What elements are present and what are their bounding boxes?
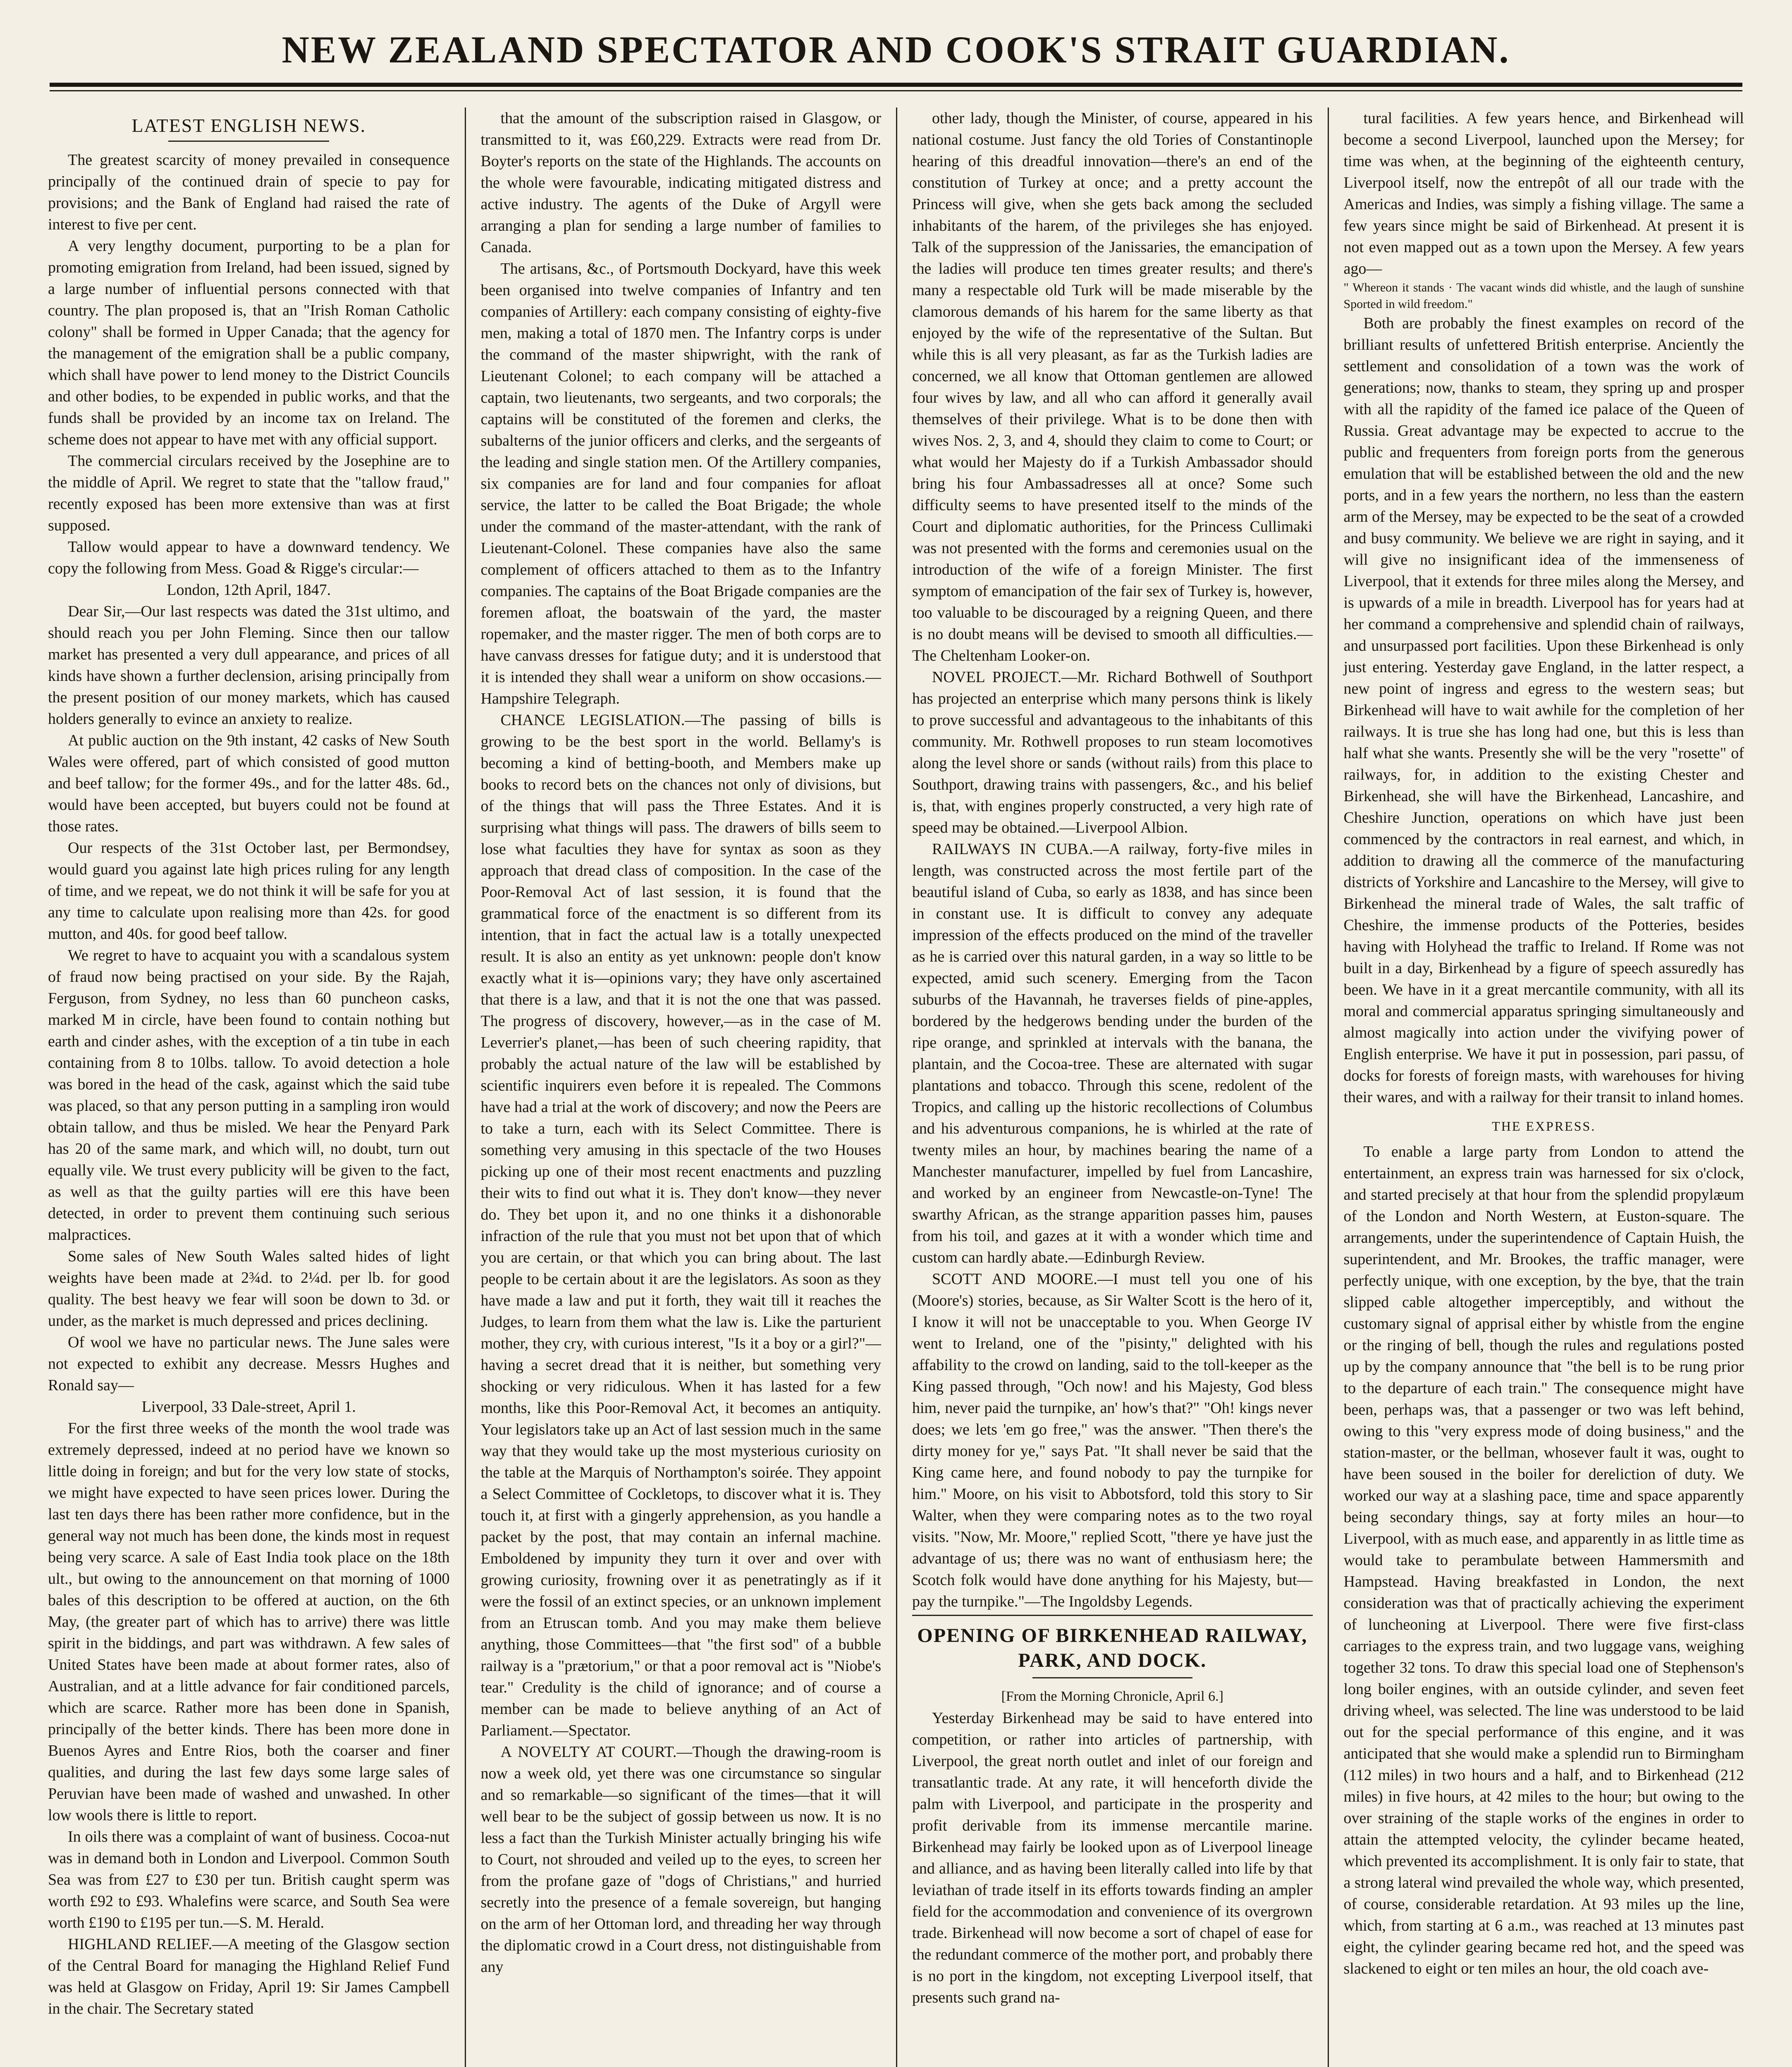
col4-block-3 [1344, 1141, 1744, 1979]
paragraph: CHANCE LEGISLATION.—The passing of bills is growing to be the best sport in the world. Bellamy's is becoming a kind of betting-booth, and Members make up books to record bets on the chances not only of divisions, but of the things that will pass the Three Estates. And it is surprising what things will pass. The drawers of bills seem to lose what faculties they have for syntax as soon as they approach that dread class of composition. In the case of the Poor-Removal Act of last session, it is found that the grammatical force of the enactment is so different from its intention, that in fact the actual law is a totally unexpected result. It is also an entity as yet unknown: people don't know exactly what it is—opinions vary; they have only ascertained that there is a law, and that it is not the one that was passed. The progress of discovery, however,—as in the case of M. Leverrier's planet,—has been of such cheering rapidity, that probably the actual nature of the law will be established by scientific inquirers even before it is repealed. The Commons have had a trial at the work of discovery; and now the Peers are to take a turn, each with its Select Committee. There is something very amusing in this spectacle of the two Houses picking up one of their most recent enactments and puzzling their wits to find out what it is. They don't know—they never do. They bet upon it, and no one thinks it a dishonorable infraction of the rule that you must not bet upon that of which you are certain, or that which you can bring about. The last people to be certain about it are the legislators. As soon as they have made a law and put it forth, they wait till it reaches the Judges, to learn from them what the law is. Like the parturient mother, they cry, with curious interest, "Is it a boy or a girl?"—having a secret dread that it is neither, but something very shocking or very ridiculous. When it has lasted for a few months, like this Poor-Removal Act, it becomes an antiquity. Your legislators take up an Act of last session much in the same way that they would take up the most mysterious curiosity on the table at the Marquis of Northampton's soirée. They appoint a Select Committee of Cockletops, to discover what it is. They touch it, at first with a gingerly apprehension, as you handle a packet by the post, that may contain an infernal machine. Emboldened by impunity they turn it over and over with growing curiosity, frowning over it as penetratingly as if it were the fossil of an extinct species, or an unknown implement from an Etruscan tomb. And you may make them believe anything, those Committees—that "the first sod" of a bubble railway is a "prætorium," or that a poor removal act is "Niobe's tear." Credulity is the child of ignorance; and of course a member can be made to believe anything of an Act of Parliament.—Spectator. [480, 711, 881, 1739]
birkenhead-headline: OPENING OF BIRKENHEAD RAILWAY, PARK, AND DOCK. [917, 1625, 1308, 1671]
paragraph: that the amount of the subscription raised in Glasgow, or transmitted to it, was £60,229. Extracts were read from Dr. Boyter's reports on the state of the Highlands. The accounts on the whole were favourable, indicating mitigated distress and active industry. The agents of the Duke of Argyll were arranging a plan for sending a large number of families to Canada. [480, 110, 881, 256]
col4-block-1 [1344, 107, 1744, 279]
paragraph: The commercial circulars received by the Josephine are to the middle of April. We regret to state that the "tallow fraud," recently exposed has been more extensive than was at first supposed. [48, 452, 450, 534]
dateline-liverpool: Liverpool, 33 Dale-street, April 1. [141, 1398, 356, 1415]
paragraph: Dear Sir,—Our last respects was dated the 31st ultimo, and should reach you per John Fleming. Since then our tallow market has presented a very dull appearance, and prices of all kinds have shown a further declension, arising principally from the present position of our money markets, which has caused holders generally to evince an anxiety to realize. [48, 603, 450, 728]
masthead-rule-thick [50, 83, 1742, 87]
paragraph: Tallow would appear to have a downward tendency. We copy the following from Mess. Goad & Rigge's circular:— [48, 538, 450, 577]
column-4 [1328, 107, 1759, 2067]
paragraph: The greatest scarcity of money prevailed in consequence principally of the continued drain of specie to pay for provisions; and the Bank of England had raised the rate of interest to five per cent. [48, 151, 450, 233]
paragraph: In oils there was a complaint of want of business. Cocoa-nut was in demand both in London and Liverpool. Common South Sea was from £27 to £30 per tun. British caught sperm was worth £92 to £93. Whalefins were scarce, and South Sea were worth £190 to £195 per tun.—S. M. Herald. [48, 1828, 450, 1931]
poetry-quote: " Whereon it stands · The vacant winds did whistle, and the laugh of sunshine Sported in wild freedom." [1343, 281, 1744, 311]
paragraph: Of wool we have no particular news. The June sales were not expected to exhibit any decrease. Messrs Hughes and Ronald say— [48, 1334, 450, 1394]
column-1 [33, 107, 465, 2067]
columns [33, 107, 1759, 2067]
paragraph: To enable a large party from London to attend the entertainment, an express train was harnessed for six o'clock, and started precisely at that hour from the splendid propylæum of the London and North Western, at Euston-square. The arrangements, under the superintendence of Captain Huish, the superintendent, and Mr. Brookes, the traffic manager, were perfectly unique, with one exception, by the bye, that the train slipped cable altogether imperceptibly, and without the customary signal of apprisal either by whistle from the engine or the ringing of bell, though the rules and regulations posted up by the company announce that "the bell is to be rung prior to the departure of each train." The consequence might have been, perhaps was, that a passenger or two was left behind, owing to this "very express mode of doing business," and the station-master, or the bellman, whosever fault it was, ought to have been soused in the boiler for dereliction of duty. We worked our way at a slashing pace, time and space apparently being secondary things, say at forty miles an hour—to Liverpool, with as much ease, and apparently in as little time as would take to perambulate between Hammersmith and Hampstead. Having breakfasted in London, the next consideration was that of practically achieving the experiment of luncheoning at Liverpool. There were five first-class carriages to the express train, and two luggage vans, weighing together 32 tons. To draw this special load one of Stephenson's long boiler engines, with an outside cylinder, and seven feet driving wheel, was selected. The line was understood to be laid out for the special performance of this engine, and it was anticipated that she would make a splendid run to Birmingham (112 miles) in two hours and a half, and to Birkenhead (212 miles) in five hours, at 42 miles to the hour; but owing to the over straining of the staple works of the engines in order to attain the attempted velocity, the cylinder became heated, which prevented its accomplishment. It is only fair to state, that a strong lateral wind prevailed the whole way, which presented, of course, considerable retardation. At 93 miles up the line, which, from starting at 6 a.m., was reached at 13 minutes past eight, the cylinder gearing became red hot, and the speed was slackened to eight or ten miles an hour, the old coach ave- [1343, 1143, 1744, 1977]
paragraph: SCOTT AND MOORE.—I must tell you one of his (Moore's) stories, because, as Sir Walter Scott is the hero of it, I know it will not be unacceptable to you. When George IV went to Ireland, one of the "pisinty," delighted with his affability to the crowd on landing, said to the toll-keeper as the King passed through, "Och now! and his Majesty, God bless him, never paid the turnpike, an' how's that?" "Oh! kings never does; we lets 'em go free," was the answer. "Then there's the dirty money for ye," says Pat. "It shall never be said that the King came here, and found nobody to pay the turnpike for him." Moore, on his visit to Abbotsford, told this story to Sir Walter, when they were comparing notes as to the two royal visits. "Now, Mr. Moore," replied Scott, "there ye have just the advantage of us; there was no want of enthusiasm here; the Scotch folk would have done anything for his Majesty, but—pay the turnpike."—The Ingoldsby Legends. [912, 1270, 1313, 1610]
paragraph: Some sales of New South Wales salted hides of light weights have been made at 2¾d. to 2¼d. per lb. for good quality. The best heavy we fear will soon be down to 3d. or under, as the market is much depressed and prices declining. [48, 1248, 450, 1329]
col1-block-3 [48, 1418, 450, 2019]
col1-block-1 [48, 149, 450, 579]
paragraph: Yesterday Birkenhead may be said to have entered into competition, or rather into articles of partnership, with Liverpool, the great north outlet and inlet of our foreign and transatlantic trade. At any rate, it will henceforth divide the palm with Liverpool, and participate in the prosperity and profit derivable from its immense mercantile marine. Birkenhead may fairly be looked upon as of Liverpool lineage and alliance, and as having been literally called into life by that leviathan of trade itself in its efforts towards finding an ampler field for the accommodation and convenience of its overgrown trade. Birkenhead will now become a sort of chapel of ease for the redundant commerce of the mother port, and probably there is no port in the kingdom, not excepting Liverpool itself, that presents such grand na- [912, 1709, 1313, 2006]
col1-block-2 [48, 601, 450, 1396]
newspaper-title: NEW ZEALAND SPECTATOR AND COOK'S STRAIT GUARDIAN. [282, 29, 1510, 71]
col3-block-1 [912, 107, 1313, 1612]
article-source: [From the Morning Chronicle, April 6.] [1001, 1689, 1223, 1704]
latest-english-news-headline: LATEST ENGLISH NEWS. [131, 115, 366, 136]
dateline-london: London, 12th April, 1847. [167, 581, 331, 599]
paragraph: A very lengthy document, purporting to be a plan for promoting emigration from Ireland, had been issued, signed by a large number of influential persons connected with that country. The plan proposed is, that an "Irish Roman Catholic colony" shall be formed in Upper Canada; that the agency for the management of the emigration shall be a public company, which shall have power to lend money to the District Councils and other bodies, to be expended in public works, and that the funds shall be provided by an income tax on Ireland. The scheme does not appear to have met with any official support. [48, 237, 450, 448]
paragraph: For the first three weeks of the month the wool trade was extremely depressed, indeed at no period have we known so little doing in foreign; and but for the very low state of stocks, we might have expected to have seen prices lower. During the last ten days there has been rather more confidence, but in the general way not much has been done, the kinds most in request being very scarce. A sale of East India took place on the 18th ult., but owing to the announcement on that morning of 1000 bales of this description to be offered at auction, on the 6th May, (the greater part of which has to arrive) there was little spirit in the biddings, and part was withdrawn. A few sales of United States have been made at about former rates, also of Australian, and at a little advance for fair conditioned parcels, which are scarce. Rather more has been done in Spanish, principally of the better kinds. There has been more done in Buenos Ayres and Entre Rios, both the coarser and finer qualities, and during the last few days some large sales of Peruvian have been made of washed and unwashed. In other low wools there is little to report. [48, 1420, 450, 1824]
paragraph: Both are probably the finest examples on record of the brilliant results of unfettered British enterprise. Anciently the settlement and consolidation of a town was the work of generations; now, thanks to steam, they spring up and prosper with all the rapidity of the famed ice palace of the Queen of Russia. Great advantage may be expected to accrue to the public and frequenters from foreign ports from the generous emulation that will be established between the old and the new ports, and in a few years the northern, no less than the eastern arm of the Mersey, may be expected to be the seat of a crowded and busy community. We believe we are right in saying, and it will give no insignificant idea of the immenseness of Liverpool, that it extends for three miles along the Mersey, and is upwards of a mile in breadth. Liverpool has for years had at her command a comprehensive and splendid chain of railways, and unsurpassed port facilities. Upon these Birkenhead is only just entering. Yesterday gave England, in the latter respect, a new point of ingress and egress to the western seas; but Birkenhead will have to wait awhile for the completion of her railways. It is true she has long had one, but this is less than half what she wants. Presently she will be the very "rosette" of railways, for, in addition to the existing Chester and Birkenhead, she will have the Birkenhead, Lancashire, and Cheshire Junction, operations on which have just been commenced by the contractors in real earnest, and which, in addition to drawing all the commerce of the manufacturing districts of Yorkshire and Lancashire to the Mersey, will give to Birkenhead the mineral trade of Wales, the salt traffic of Cheshire, the immense products of the Potteries, besides having with Holyhead the traffic to Ireland. If Rome was not built in a day, Birkenhead by a figure of speech assuredly has been. We have in it a great mercantile community, with all its moral and commercial apparatus springing simultaneously and almost magically into action under the vivifying power of English enterprise. We have it put in possession, pari passu, of docks for forests of foreign masts, with warehouses for hiving their wares, and with a railway for their transit to inland homes. [1343, 315, 1744, 1106]
paragraph: The artisans, &c., of Portsmouth Dockyard, have this week been organised into twelve companies of Infantry and ten companies of Artillery: each company consisting of eighty-five men, making a total of 1870 men. The Infantry corps is under the command of the master shipwright, with the rank of Lieutenant Colonel; to each company will be attached a captain, two lieutenants, two sergeants, and two corporals; the captains will be constituted of the foremen and clerks, the subalterns of the junior officers and clerks, and the sergeants of the leading and single station men. Of the Artillery companies, six companies are for land and four companies for afloat service, the latter to be called the Boat Brigade; the whole under the command of the master-attendant, with the rank of Lieutenant-Colonel. These companies have also the same complement of officers attached to them as to the Infantry companies. The captains of the Boat Brigade companies are the foremen afloat, the boatswain of the yard, the master ropemaker, and the master rigger. The men of both corps are to have canvass dresses for fatigue duty; and it is understood that it is intended they shall wear a uniform on show occasions.—Hampshire Telegraph. [480, 260, 881, 707]
column-3 [896, 107, 1328, 2067]
col3-block-2 [912, 1707, 1313, 2008]
paragraph: tural facilities. A few years hence, and Birkenhead will become a second Liverpool, launched upon the Mersey; for time was when, at the beginning of the eighteenth century, Liverpool itself, now the entrepôt of all our trade with the Americas and Indies, was simply a fishing village. The same a few years since might be said of Birkenhead. At present it is not even mapped out as a town upon the Mersey. A few years ago— [1343, 110, 1744, 277]
col2-block-1 [481, 107, 882, 1978]
col4-block-2 [1344, 313, 1744, 1108]
headline-rule [168, 141, 329, 142]
paragraph: Our respects of the 31st October last, per Bermondsey, would guard you against late high prices ruling for any length of time, and we repeat, we do not think it will be safe for you at any time to calculate upon realising more than 42s. for good mutton, and 40s. for good beef tallow. [48, 839, 450, 943]
paragraph: NOVEL PROJECT.—Mr. Richard Bothwell of Southport has projected an enterprise which many persons think is likely to prove successful and advantageous to the inhabitants of this community. Mr. Rothwell proposes to run steam locomotives along the level shore or sands (without rails) from this place to Southport, drawing trains with passengers, &c., and his belief is, that, with engines properly constructed, a very high rate of speed may be obtained.—Liverpool Albion. [912, 668, 1313, 836]
paragraph: We regret to have to acquaint you with a scandalous system of fraud now being practised on your side. By the Rajah, Ferguson, from Sydney, no less than 60 puncheon casks, marked M in circle, have been found to contain nothing but earth and cinder ashes, with the exception of a tin tube in each containing from 8 to 10lbs. tallow. To avoid detection a hole was bored in the head of the cask, against which the said tube was placed, so that any person putting in a sampling iron would obtain tallow, and thus be misled. We hear the Penyard Park has 20 of the same mark, and which will, no doubt, turn out equally vile. We trust every publicity will be given to the fact, as well as that the guilty parties will ere this have been detected, in order to prevent them continuing such serious malpractices. [48, 947, 450, 1244]
paragraph: At public auction on the 9th instant, 42 casks of New South Wales were offered, part of which consisted of good mutton and beef tallow; for the former 49s., and for the latter 48s. 6d., would have been accepted, but buyers could not be found at those rates. [48, 732, 450, 835]
section-rule [912, 1615, 1313, 1616]
paragraph: HIGHLAND RELIEF.—A meeting of the Glasgow section of the Central Board for managing the Highland Relief Fund was held at Glasgow on Friday, April 19: Sir James Campbell in the chair. The Secretary stated [48, 1936, 450, 2017]
paragraph: other lady, though the Minister, of course, appeared in his national costume. Just fancy the old Tories of Constantinople hearing of this dreadful innovation—there's an end of the constitution of Turkey at once; and a pretty account the Princess will give, when she gets back among the secluded inhabitants of the harem, of the privileges she has enjoyed. Talk of the suppression of the Janissaries, the emancipation of the ladies will produce ten times greater results; and there's many a respectable old Turk will be made miserable by the clamorous demands of his harem for the same liberty as that enjoyed by the wife of the representative of the Sultan. But while this is all very pleasant, as far as the Turkish ladies are concerned, we all know that Ottoman gentlemen are allowed four wives by law, and all who can afford it generally avail themselves of their privilege. What is to be done then with wives Nos. 2, 3, and 4, should they claim to come to Court; or what would her Majesty do if a Turkish Ambassador should bring his four Ambassadresses all at once? Some such difficulty seems to have presented itself to the minds of the Court and diplomatic authorities, for the Princess Cullimaki was not presented with the forms and ceremonies usual on the introduction of the wife of a foreign Minister. The first symptom of emancipation of the fair sex of Turkey is, however, too valuable to be discouraged by a reigning Queen, and there is no doubt means will be devised to smooth all difficulties.—The Cheltenham Looker-on. [912, 110, 1313, 664]
the-express-subhead: THE EXPRESS. [1492, 1119, 1596, 1134]
paragraph: RAILWAYS IN CUBA.—A railway, forty-five miles in length, was constructed across the most fertile part of the beautiful island of Cuba, so early as 1838, and has since been in constant use. It is difficult to convey any adequate impression of the effects produced on the mind of the traveller as he is carried over this natural garden, in a way so little to be expected, amid such scenery. Emerging from the Tacon suburbs of the Havannah, he traverses fields of pine-apples, bordered by the hedgerows bending under the burden of the ripe orange, and sprinkled at intervals with the banana, the plantain, and the Cocoa-tree. These are alternated with sugar plantations and tobacco. Through this scene, redolent of the Tropics, and calling up the historic recollections of Columbus and his adventurous companions, he is whirled at the rate of twenty miles an hour, by machines bearing the name of a Manchester manufacturer, impelled by fuel from Lancashire, and worked by an engineer from Newcastle-on-Tyne! The swarthy African, as the strange apparition passes him, pauses from his toil, and gazes at it with a wonder which time and custom can hardly abate.—Edinburgh Review. [912, 840, 1313, 1266]
headline-rule-2 [1032, 1677, 1192, 1678]
masthead-rule-thin [50, 90, 1742, 91]
masthead [25, 25, 1767, 112]
paragraph: A NOVELTY AT COURT.—Though the drawing-room is now a week old, yet there was one circumstance so singular and so remarkable—so significant of the times—that it will well bear to be the subject of gossip between us now. It is no less a fact than the Turkish Minister actually bringing his wife to Court, not shrouded and veiled up to the eyes, to screen her from the profane gaze of "dogs of Christians," and hurried secretly into the presence of a female sovereign, but hanging on the arm of her Ottoman lord, and threading her way through the diplomatic crowd in a Court dress, not distinguishable from any [480, 1743, 881, 1976]
column-2 [465, 107, 896, 2067]
